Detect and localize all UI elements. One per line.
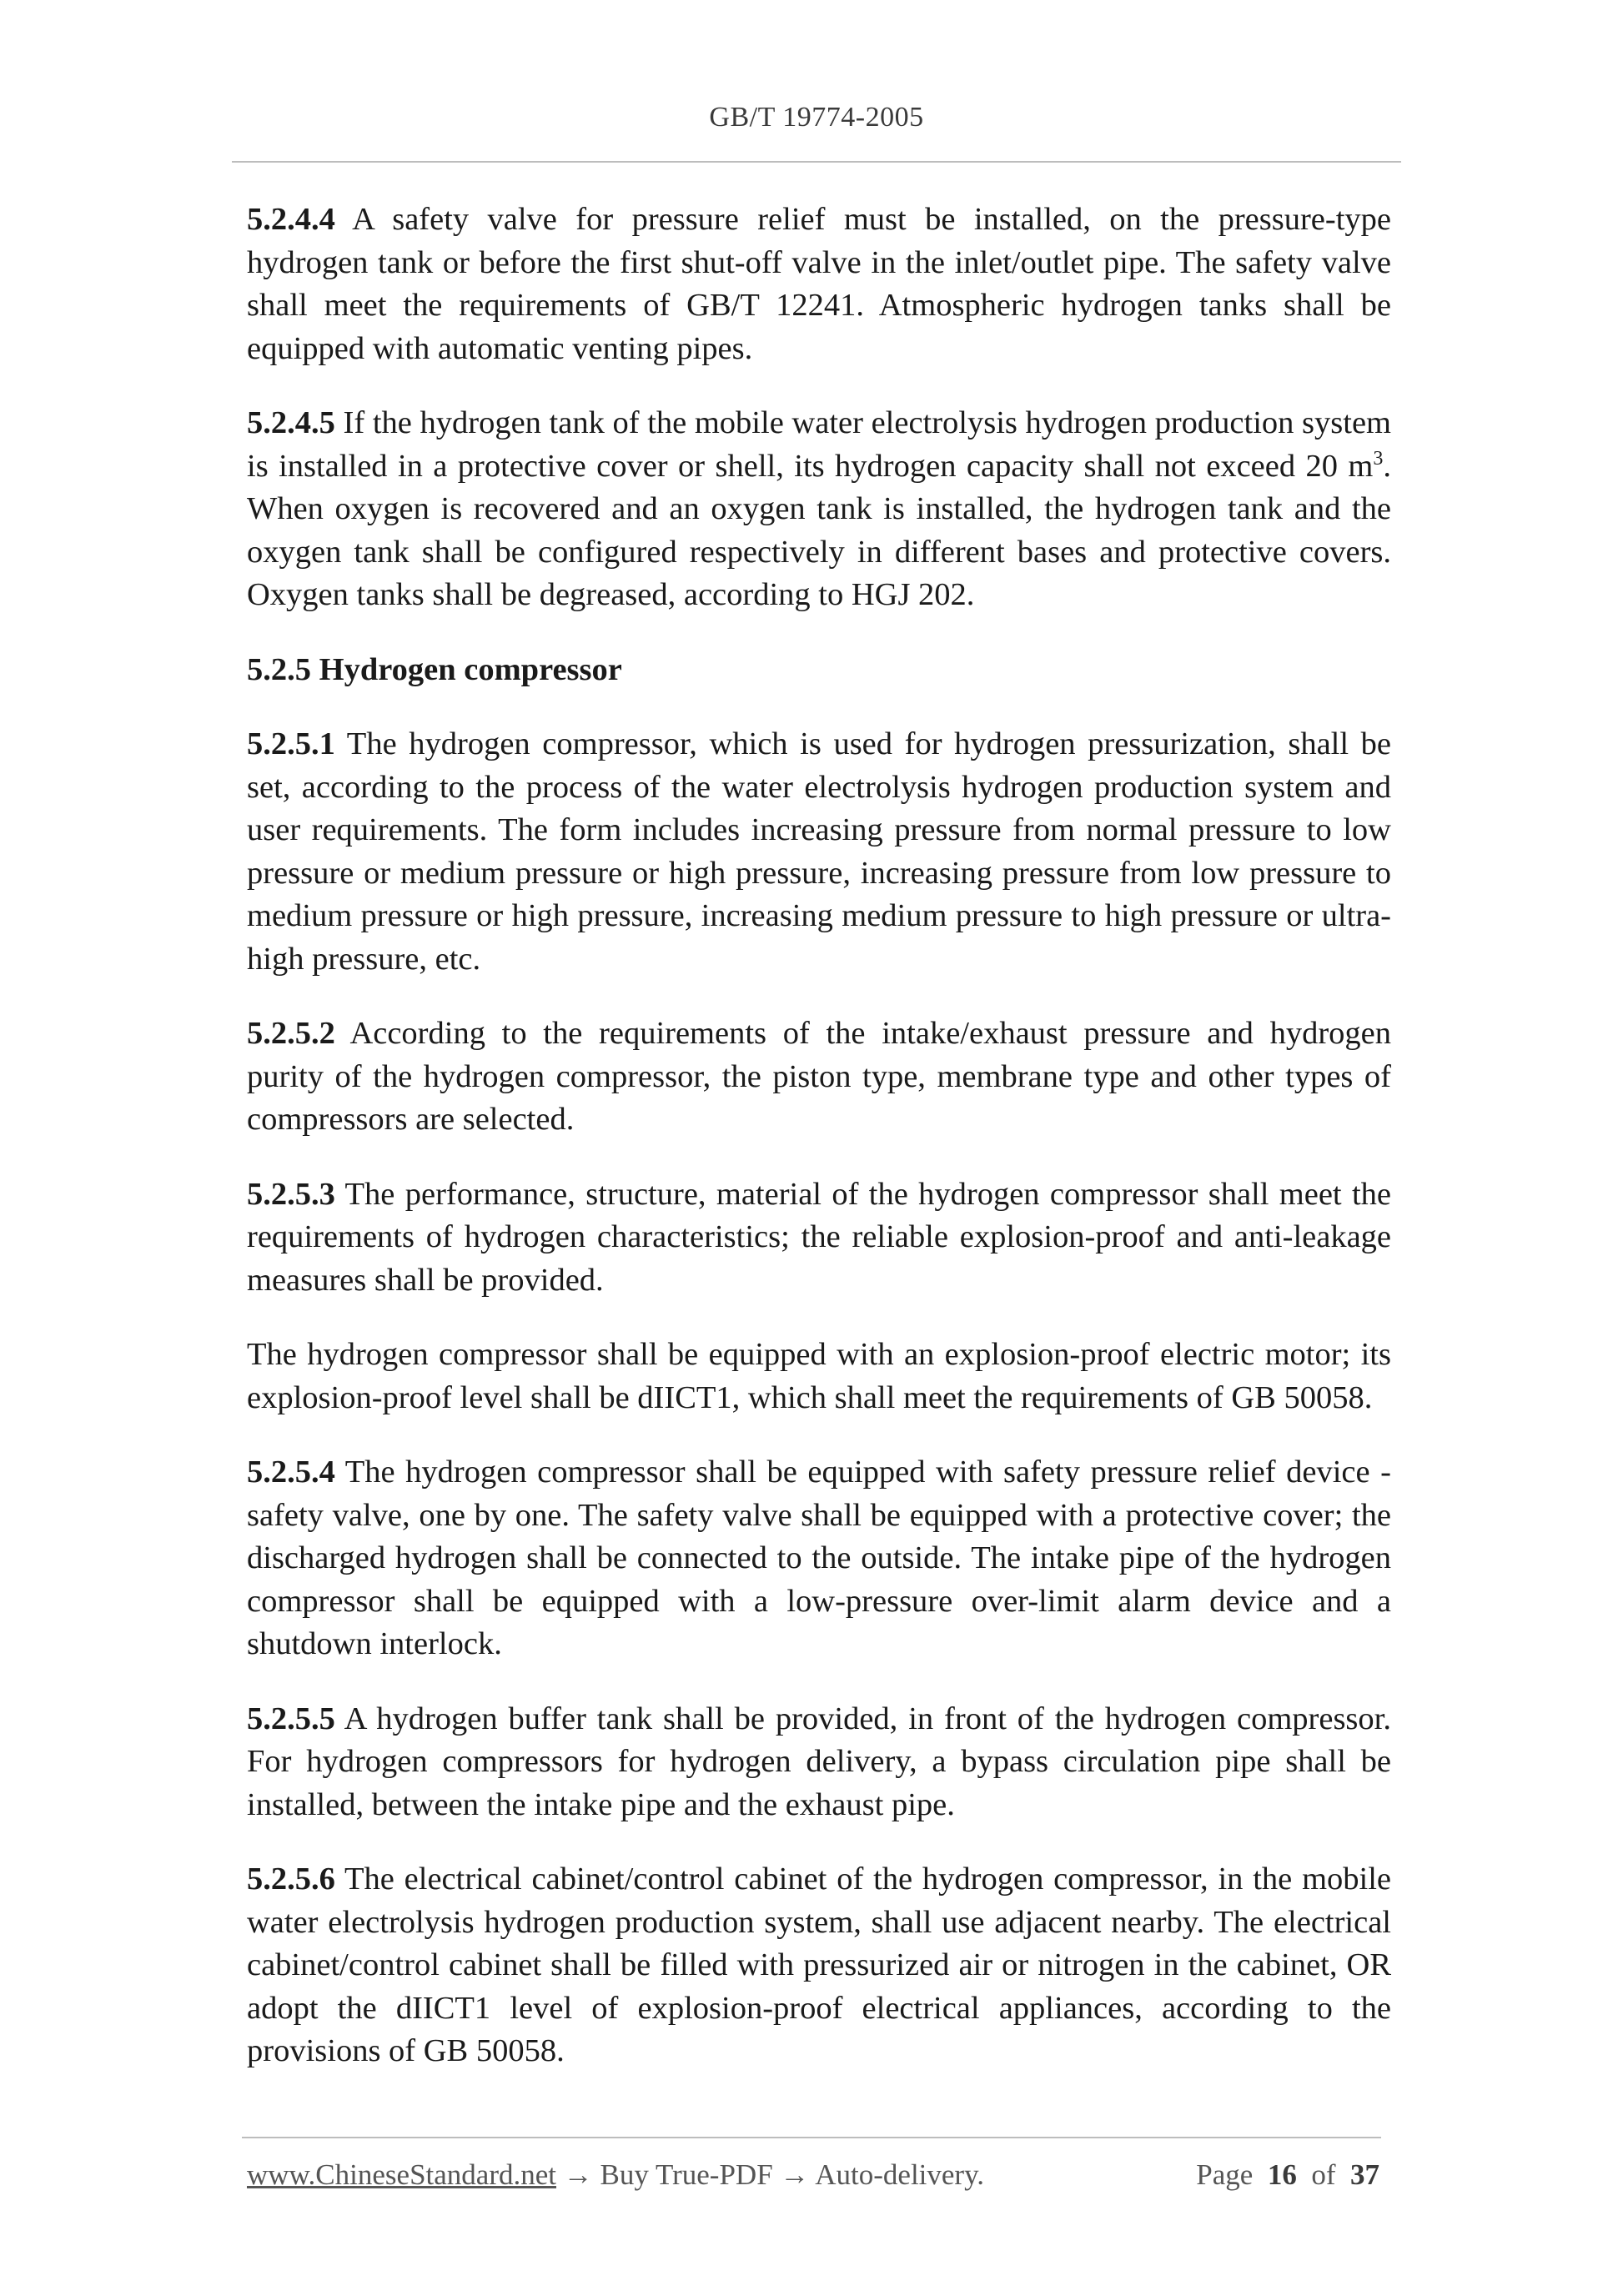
clause-number: 5.2.5.3 [247,1176,335,1212]
clause-text: A hydrogen buffer tank shall be provided, in front of the hydrogen compressor. For hydrogen compressors for hydrogen delivery, a bypass circulation pipe shall be installed, between the intake pipe and the exhaust pipe. [247,1701,1391,1822]
clause-5-2-5-5 [247,1698,1391,1827]
document-body [247,198,1391,2105]
clause-text-continued: . When oxygen is recovered and an oxygen tank is installed, the hydrogen tank and the oxygen tank shall be configured respectively in different bases and protective covers. Oxygen tanks shall be degreased, according to HGJ 202. [247,448,1391,612]
clause-5-2-5-6 [247,1858,1391,2073]
clause-5-2-4-4 [247,198,1391,370]
clause-text: The performance, structure, material of the hydrogen compressor shall meet the requirements of hydrogen characteristics; the reliable explosion-proof and anti-leakage measures shall be provided. [247,1176,1391,1298]
page-current: 16 [1267,2158,1297,2191]
clause-number: 5.2.4.4 [247,202,335,237]
clause-number: 5.2.5.6 [247,1861,335,1897]
clause-number: 5.2.5.2 [247,1016,335,1051]
clause-text: The hydrogen compressor, which is used for hydrogen pressurization, shall be set, according to the process of the water electrolysis hydrogen production system and user requirements. The form includes increasing pressure from normal pressure to low pressure or medium pressure or high pressure, increasing pressure from low pressure to medium pressure or high pressure, increasing medium pressure to high pressure or ultra-high pressure, etc. [247,726,1391,977]
header-divider [232,161,1401,163]
clause-text: If the hydrogen tank of the mobile water electrolysis hydrogen production system is installed in a protective cover or shell, its hydrogen capacity shall not exceed 20 m [247,405,1392,484]
page-total: 37 [1350,2158,1379,2191]
clause-5-2-5-3-motor [247,1334,1391,1419]
website-link[interactable]: www.ChineseStandard.net [247,2158,556,2191]
clause-text: The electrical cabinet/control cabinet of the hydrogen compressor, in the mobile water electrolysis hydrogen production system, shall use adjacent nearby. The electrical cabinet/control cabinet shall be filled with pressurized air or nitrogen in the cabinet, OR adopt the dIICT1 level of explosion-proof electrical appliances, according to the provisions of GB 50058. [247,1861,1392,2068]
page-of-label: of [1311,2158,1336,2191]
clause-text: The hydrogen compressor shall be equipped with an explosion-proof electric motor; its explosion-proof level shall be dIICT1, which shall meet the requirements of GB 50058. [247,1337,1391,1415]
page-label: Page [1196,2158,1254,2191]
footer-divider [242,2137,1381,2138]
clause-text: The hydrogen compressor shall be equipped with safety pressure relief device - safety valve, one by one. The safety valve shall be equipped with a protective cover; the discharged hydrogen shall be connected to the outside. The intake pipe of the hydrogen compressor shall be equipped with a low-pressure over-limit alarm device and a shutdown interlock. [247,1454,1391,1661]
clause-number: 5.2.5.1 [247,726,335,761]
clause-5-2-5-1 [247,723,1391,981]
clause-5-2-5-4 [247,1451,1391,1666]
auto-delivery-text: Auto-delivery. [815,2158,985,2191]
buy-pdf-text: Buy True-PDF [600,2158,773,2191]
arrow-right-icon: → [780,2158,810,2191]
clause-5-2-4-5 [247,402,1391,617]
clause-number: 5.2.5.4 [247,1454,335,1490]
clause-5-2-5-3 [247,1173,1391,1303]
section-heading: 5.2.5 Hydrogen compressor [247,651,622,687]
page-counter [1196,2158,1379,2192]
arrow-right-icon: → [563,2158,593,2191]
clause-number: 5.2.5.5 [247,1701,335,1736]
clause-number: 5.2.4.5 [247,405,335,440]
clause-text: A safety valve for pressure relief must be installed, on the pressure-type hydrogen tank or before the first shut-off valve in the inlet/outlet pipe. The safety valve shall meet the requirements of GB/T 12241. Atmospheric hydrogen tanks shall be equipped with automatic venting pipes. [247,202,1391,366]
page-header: GB/T 19774-2005 [709,102,924,133]
superscript: 3 [1373,447,1384,470]
clause-5-2-5-2 [247,1012,1391,1142]
clause-text: According to the requirements of the intake/exhaust pressure and hydrogen purity of the hydrogen compressor, the piston type, membrane type and other types of compressors are selected. [247,1016,1391,1137]
footer-links [247,2158,984,2192]
